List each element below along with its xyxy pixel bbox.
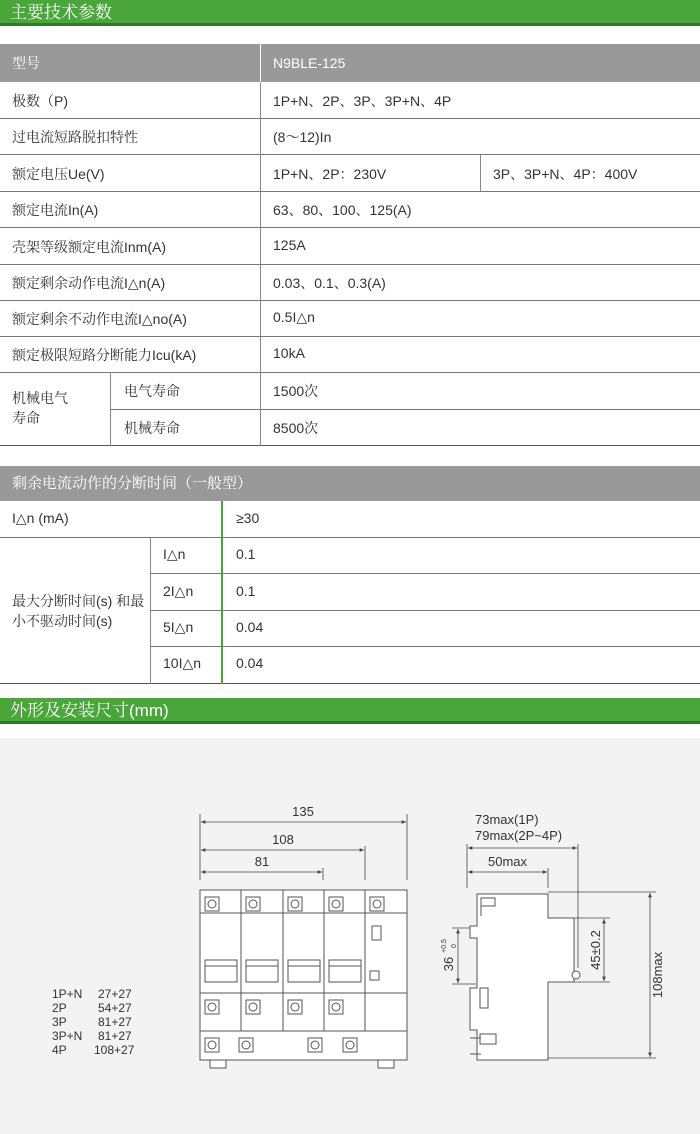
spec-row-label: 极数（P) <box>12 93 68 109</box>
spec-row-label: 额定极限短路分断能力Icu(kA) <box>12 347 197 363</box>
life-group-label: 机械电气寿命 <box>12 390 68 426</box>
spec-row-label: 额定电压Ue(V) <box>12 166 105 182</box>
dim-135: 135 <box>292 804 314 819</box>
width-value: 81+27 <box>98 1029 132 1043</box>
breaking-row-label: 10I△n <box>163 655 202 671</box>
dim-36-tol-upper: +0.5 <box>441 939 448 953</box>
width-value: 27+27 <box>98 987 132 1001</box>
breaking-section-title: 剩余电流动作的分断时间（一般型） <box>12 475 253 492</box>
spec-row-label: 额定电流In(A) <box>12 202 99 218</box>
spec-row-label: 过电流短路脱扣特性 <box>12 129 138 145</box>
breaking-row-label: I△n <box>163 546 186 562</box>
width-pole: 2P <box>52 1001 67 1015</box>
dim-36: 36 <box>441 956 456 972</box>
model-value: N9BLE-125 <box>273 55 346 71</box>
spec-row-value: 1P+N、2P、3P、3P+N、4P <box>273 93 452 109</box>
specs-section-title: 主要技术参数 <box>0 0 700 26</box>
width-pole: 1P+N <box>52 987 83 1001</box>
breaking-row-value: 0.04 <box>236 655 264 671</box>
dimension-drawing-svg <box>0 738 700 1134</box>
spec-row-value: 0.03、0.1、0.3(A) <box>273 275 386 291</box>
life-row-value: 8500次 <box>273 420 319 436</box>
width-value: 54+27 <box>98 1001 132 1015</box>
width-pole: 3P+N <box>52 1029 83 1043</box>
breaking-table <box>0 501 700 684</box>
breaking-row1-value: ≥30 <box>236 510 260 526</box>
spec-row-label: 额定剩余不动作电流I△no(A) <box>12 311 187 327</box>
breaking-row-label: 5I△n <box>163 619 194 635</box>
dim-50max: 50max <box>488 854 528 869</box>
breaking-row-value: 0.1 <box>236 583 256 599</box>
spec-row-value: 63、80、100、125(A) <box>273 202 412 218</box>
breaking-row-value: 0.04 <box>236 619 264 635</box>
breaking-group-label: 最大分断时间(s) 和最小不驱动时间(s) <box>12 593 145 629</box>
dim-81: 81 <box>254 854 270 869</box>
spec-table-header <box>0 44 700 82</box>
breaking-row-label: 2I△n <box>163 583 194 599</box>
dimension-drawing <box>0 738 700 1134</box>
dim-73max: 73max(1P) <box>475 812 539 827</box>
dim-45: 45±0.2 <box>588 930 603 970</box>
width-pole: 3P <box>52 1015 67 1029</box>
life-row-label: 电气寿命 <box>124 383 180 399</box>
life-row-value: 1500次 <box>273 383 319 399</box>
dims-section-title: 外形及安装尺寸(mm) <box>0 698 700 724</box>
model-label: 型号 <box>12 55 40 71</box>
spec-row-value: 125A <box>273 237 306 253</box>
spec-row-value-2: 3P、3P+N、4P：400V <box>493 166 638 182</box>
breaking-table-header <box>0 466 700 501</box>
width-value: 81+27 <box>98 1015 132 1029</box>
spec-row-label: 壳架等级额定电流Inm(A) <box>12 239 166 255</box>
dim-108max: 108max <box>650 951 665 999</box>
dim-36-tol-lower: 0 <box>451 944 458 948</box>
dim-108: 108 <box>272 832 294 847</box>
dim-79max: 79max(2P~4P) <box>475 828 563 843</box>
spec-row-value: 10kA <box>273 345 305 361</box>
spec-row-label: 额定剩余动作电流I△n(A) <box>12 275 166 291</box>
spec-row-value: 1P+N、2P：230V <box>273 166 387 182</box>
spec-row-value: (8～12)In <box>273 129 332 145</box>
spec-table <box>0 82 700 446</box>
spec-row-value: 0.5I△n <box>273 309 315 325</box>
life-row-label: 机械寿命 <box>124 420 180 436</box>
breaking-row-value: 0.1 <box>236 546 256 562</box>
width-pole: 4P <box>52 1043 67 1057</box>
breaking-row1-label: I△n (mA) <box>12 510 69 526</box>
width-value: 108+27 <box>94 1043 135 1057</box>
